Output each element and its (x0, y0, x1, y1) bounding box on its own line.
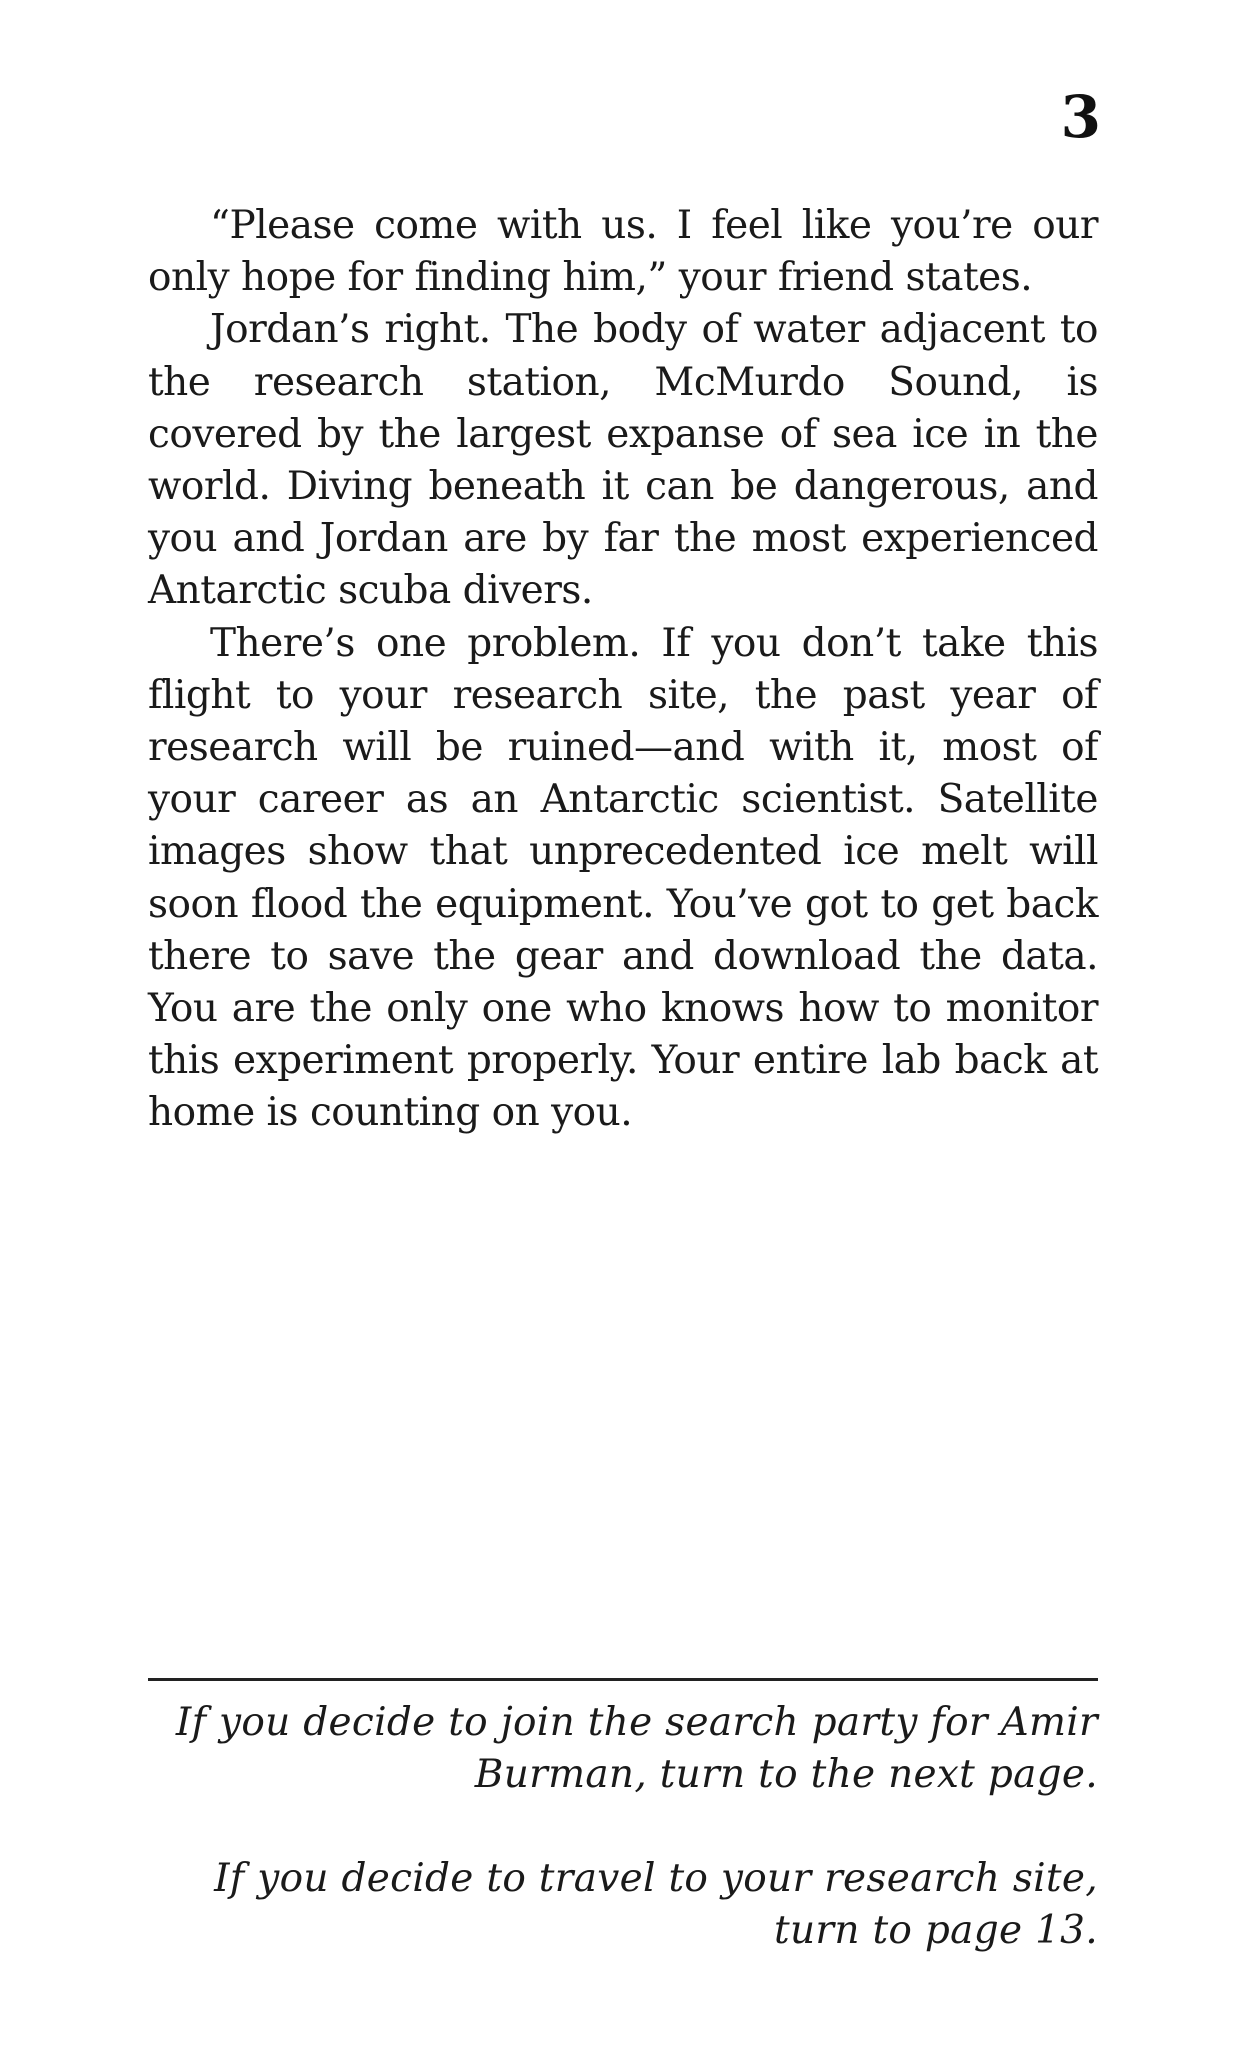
choices-section (148, 1697, 1098, 1957)
paragraph-1: “Please come with us. I feel like you’re our only hope for finding him,” your friend states. (148, 203, 1098, 301)
choice-search-party-line-1: If you decide to join the search party for Amir (175, 1700, 1098, 1745)
choice-research-site-line-1: If you decide to travel to your research site, (214, 1856, 1098, 1901)
paragraph-2: Jordan’s right. The body of water adjacent to the research station, McMurdo Sound, is covered by the largest expanse of sea ice in the world. Diving beneath it can be dangerous, and you and Jordan are by far the most experienced Antarctic scuba divers. (148, 307, 1098, 614)
choice-divider (148, 1678, 1098, 1681)
page-number: 3 (1060, 83, 1101, 151)
choice-research-site (148, 1853, 1098, 1957)
paragraph-3: There’s one problem. If you don’t take this flight to your research site, the past year of research will be ruined—and with it, most of your career as an Antarctic scientist. Satellite images show that unprecedented ice melt will soon flood the equipment. You’ve got to get back there to save the gear and download the data. You are the only one who knows how to monitor this experiment properly. Your entire lab back at home is counting on you. (148, 620, 1098, 1136)
choice-search-party-line-2: Burman, turn to the next page. (474, 1752, 1098, 1797)
choice-research-site-line-2: turn to page 13. (774, 1908, 1098, 1953)
choice-search-party (148, 1697, 1098, 1801)
story-text (148, 200, 1098, 1140)
